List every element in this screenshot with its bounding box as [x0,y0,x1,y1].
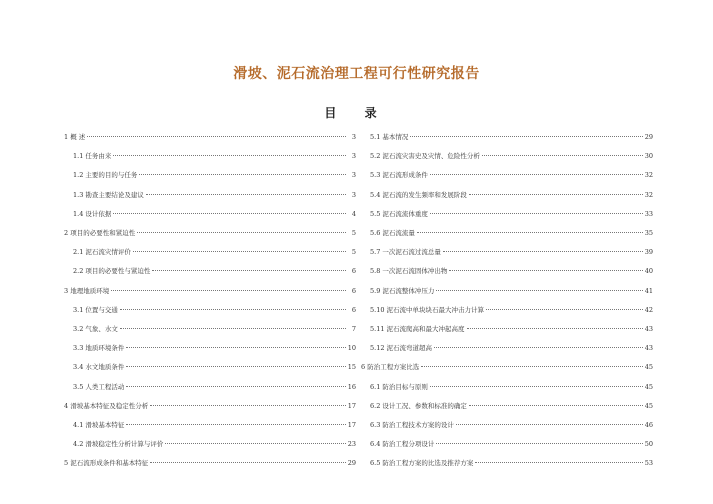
toc-entry-label: 5.8 一次泥石流固体冲出物 [370,267,448,276]
toc-entry[interactable] [64,438,356,450]
toc-entry-page-number: 32 [644,190,653,199]
toc-entry-page-number: 39 [644,248,653,257]
toc-entry[interactable] [64,285,356,297]
toc-entry-page-number: 45 [644,363,653,372]
toc-entry-page-number: 6 [351,286,356,295]
toc-entry-page-number: 6 [351,267,356,276]
toc-entry[interactable] [361,419,653,431]
toc-entry-page-number: 53 [644,459,653,468]
toc-entry-page-number: 15 [347,363,356,372]
toc-dot-leader [443,251,643,252]
toc-entry-page-number: 3 [351,171,356,180]
toc-entry-label: 5.2 泥石流灾害史及灾情、危险性分析 [370,152,480,161]
toc-entry[interactable] [361,361,653,373]
toc-entry-label: 3.3 地质环境条件 [73,344,125,353]
toc-entry-page-number: 32 [644,171,653,180]
toc-dot-leader [475,462,642,463]
toc-entry-label: 3.4 水文地质条件 [73,363,125,372]
toc-entry[interactable] [361,208,653,220]
toc-entry[interactable] [64,265,356,277]
toc-entry[interactable] [64,304,356,316]
toc-entry-page-number: 41 [644,286,653,295]
toc-entry-label: 6.1 防治目标与原则 [370,382,428,391]
toc-entry-label: 5.12 泥石流弯道超高 [370,344,433,353]
toc-entry[interactable] [64,169,356,181]
toc-entry-label: 4 滑坡基本特征及稳定性分析 [64,401,149,410]
toc-entry[interactable] [361,342,653,354]
toc-dot-leader [87,136,346,137]
toc-dot-leader [146,194,346,195]
toc-entry[interactable] [361,304,653,316]
toc-entry[interactable] [361,438,653,450]
toc-dot-leader [430,386,643,387]
toc-entry[interactable] [64,400,356,412]
toc-entry[interactable] [361,400,653,412]
toc-entry-page-number: 3 [351,133,356,141]
toc-dot-leader [150,405,346,406]
toc-entry[interactable] [64,131,356,143]
toc-dot-leader [430,174,643,175]
toc-dot-leader [113,155,346,156]
toc-entry-label: 1.2 主要的目的与任务 [73,171,138,180]
toc-entry-page-number: 5 [351,229,356,237]
toc-entry[interactable] [64,227,356,239]
toc-entry[interactable] [64,246,356,258]
toc-entry-page-number: 29 [644,133,653,141]
toc-entry-page-number: 23 [347,440,356,449]
toc-entry-label: 5.3 泥石流形成条件 [370,171,428,180]
toc-entry-label: 6.3 防治工程技术方案的设计 [370,421,454,429]
toc-dot-leader [456,424,643,425]
document-title: 滑坡、泥石流治理工程可行性研究报告 [233,66,480,82]
toc-entry[interactable] [64,208,356,220]
toc-entry-label: 3.1 位置与交通 [73,305,118,314]
toc-dot-leader [133,251,346,252]
toc-dot-leader [410,136,642,137]
toc-entry-label: 2.2 项目的必要性与紧迫性 [73,267,151,276]
toc-entry[interactable] [361,189,653,201]
toc-entry-label: 1 概 述 [64,133,86,141]
toc-entry-label: 1.1 任务由来 [73,152,112,161]
toc-entry-label: 6 防治工程方案比选 [361,363,420,372]
toc-dot-leader [137,232,346,233]
toc-entry[interactable] [361,457,653,469]
toc-dot-leader [113,213,346,214]
toc-entry[interactable] [361,169,653,181]
toc-entry-label: 6.2 设计工况、参数和标准的确定 [370,401,467,410]
toc-dot-leader [469,194,643,195]
toc-entry[interactable] [361,381,653,393]
toc-entry-page-number: 43 [644,344,653,353]
toc-entry[interactable] [64,189,356,201]
toc-entry-label: 5.10 泥石流中单块块石最大冲击力计算 [370,305,485,314]
toc-entry-page-number: 3 [351,152,356,161]
toc-dot-leader [139,174,346,175]
toc-dot-leader [120,309,346,310]
toc-entry[interactable] [64,419,356,431]
toc-entry-page-number: 50 [644,440,653,449]
toc-dot-leader [482,155,643,156]
toc-entry-label: 6.5 防治工程方案的比选及推荐方案 [370,459,474,468]
toc-entry-label: 1.4 设计依据 [73,209,112,218]
toc-entry[interactable] [64,150,356,162]
toc-entry-page-number: 29 [347,459,356,468]
toc-entry-page-number: 5 [351,248,356,257]
toc-entry-label: 1.3 勘查主要结论及建议 [73,190,144,199]
toc-entry-label: 5.7 一次泥石流过流总量 [370,248,441,257]
toc-entry[interactable] [361,246,653,258]
toc-entry-page-number: 7 [351,325,356,333]
toc-entry-page-number: 16 [347,382,356,391]
toc-entry-page-number: 4 [351,209,356,218]
toc-entry-label: 5.4 泥石流的发生频率和发展阶段 [370,190,467,199]
toc-dot-leader [436,443,642,444]
toc-entry[interactable] [361,265,653,277]
toc-entry[interactable] [361,285,653,297]
toc-dot-leader [150,462,346,463]
toc-dot-leader [469,405,643,406]
toc-entry-page-number: 17 [347,421,356,429]
toc-entry-label: 5.5 泥石流流体重度 [370,209,428,218]
toc-entry-page-number: 45 [644,401,653,410]
toc-entry-page-number: 35 [644,229,653,237]
toc-entry-label: 5 泥石流形成条件和基本特征 [64,459,149,468]
toc-entry[interactable] [64,381,356,393]
toc-dot-leader [152,270,346,271]
toc-dot-leader [111,290,346,291]
toc-dot-leader [449,270,642,271]
toc-entry-label: 2.1 泥石流灾情评价 [73,248,131,257]
toc-entry-page-number: 42 [644,305,653,314]
toc-entry[interactable] [64,323,356,335]
toc-entry-page-number: 33 [644,209,653,218]
toc-dot-leader [486,309,643,310]
toc-entry-label: 4.1 滑坡基本特征 [73,421,125,429]
toc-entry-page-number: 46 [644,421,653,429]
toc-entry-label: 3 地理地质环境 [64,286,110,295]
toc-dot-leader [126,386,345,387]
toc-entry-label: 5.6 泥石流流量 [370,229,415,237]
toc-dot-leader [434,347,643,348]
toc-entry-page-number: 45 [644,382,653,391]
toc-entry-page-number: 6 [351,305,356,314]
toc-entry-label: 6.4 防治工程分项设计 [370,440,435,449]
toc-dot-leader [120,328,346,329]
toc-entry-label: 5.11 泥石流爬高和最大冲起高度 [370,325,465,333]
toc-entry-label: 5.1 基本情况 [370,133,409,141]
toc-entry-label: 3.5 人类工程活动 [73,382,125,391]
toc-entry[interactable] [361,323,653,335]
toc-dot-leader [126,347,345,348]
toc-dot-leader [165,443,345,444]
toc-dot-leader [430,213,643,214]
toc-heading: 目 录 [324,106,389,120]
toc-dot-leader [126,424,345,425]
toc-entry[interactable] [361,131,653,143]
toc-entry[interactable] [361,150,653,162]
toc-entry[interactable] [64,361,356,373]
toc-entry-label: 5.9 泥石流整体冲压力 [370,286,435,295]
toc-entry-page-number: 40 [644,267,653,276]
toc-entry-page-number: 17 [347,401,356,410]
toc-dot-leader [417,232,643,233]
toc-entry-label: 2 项目的必要性和紧迫性 [64,229,136,237]
toc-entry-label: 3.2 气象、水文 [73,325,118,333]
toc-entry[interactable] [361,227,653,239]
toc-entry-page-number: 3 [351,190,356,199]
toc-dot-leader [436,290,642,291]
toc-dot-leader [467,328,643,329]
toc-entry-label: 4.2 滑坡稳定性分析计算与评价 [73,440,164,449]
toc-entry[interactable] [64,457,356,469]
toc-entry-page-number: 30 [644,152,653,161]
toc-dot-leader [126,366,345,367]
toc-entry-page-number: 43 [644,325,653,333]
toc-dot-leader [421,366,643,367]
toc-entry-page-number: 10 [347,344,356,353]
toc-entry[interactable] [64,342,356,354]
